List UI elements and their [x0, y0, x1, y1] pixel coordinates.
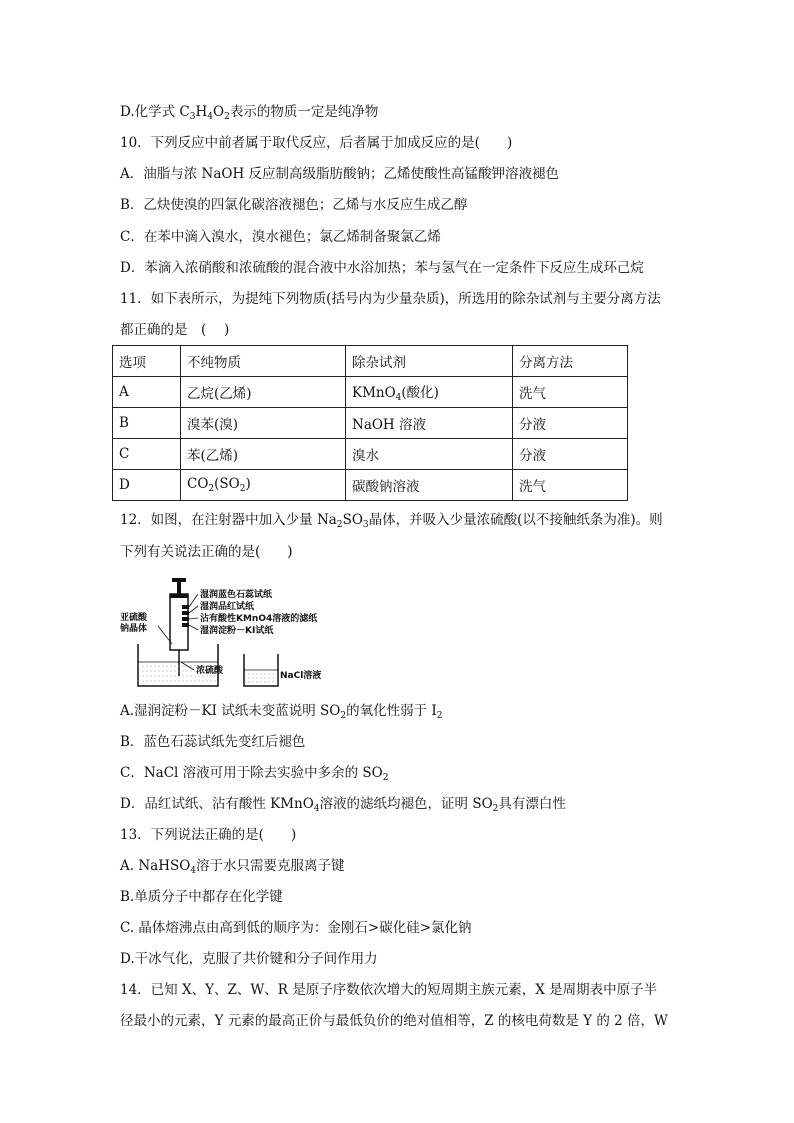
- subscript: 2: [224, 112, 230, 122]
- label-blue-litmus: 湿润蓝色石蕊试纸: [200, 590, 273, 600]
- subscript: 4: [190, 866, 197, 876]
- q13-option-d: D.干冰气化，克服了共价键和分子间作用力: [120, 951, 378, 967]
- table-header-row: [113, 346, 628, 377]
- plunger-rod: [177, 581, 181, 595]
- subscript: 3: [362, 520, 369, 530]
- subscript: 2: [336, 520, 343, 530]
- table-cell: [346, 377, 513, 408]
- q12-option-d: [120, 794, 566, 819]
- subscript: 3: [189, 112, 196, 122]
- formula: KMnO$_4$(酸化): [352, 385, 439, 403]
- subscript: 2: [436, 711, 443, 721]
- text: A.湿润淀粉－KI 试纸未变蓝说明 SO: [120, 703, 341, 719]
- label-crystal-1: 亚硫酸: [120, 613, 148, 623]
- table-row: [113, 439, 628, 470]
- subscript: 4: [395, 393, 402, 403]
- text: D.化学式 C: [120, 104, 190, 120]
- text: A. NaHSO: [120, 858, 191, 874]
- table-cell: D: [113, 470, 181, 501]
- text: 溶于水只需要克服离子键: [196, 858, 345, 874]
- text: D．品红试纸、沾有酸性 KMnO: [120, 796, 314, 812]
- q12-option-c: [120, 763, 388, 788]
- table-cell: B: [113, 408, 181, 439]
- q9-option-d: [120, 102, 378, 127]
- table-row: [113, 377, 628, 408]
- q11-stem-2: 都正确的是 ( ): [120, 322, 230, 338]
- table-cell: 分液: [513, 408, 628, 439]
- subscript: 4: [207, 112, 214, 122]
- subscript: 2: [382, 773, 389, 783]
- paper-strip: [182, 623, 189, 627]
- paper-strip: [182, 611, 189, 615]
- table-cell: 苯(乙烯): [181, 439, 346, 470]
- formula: $CO_2(SO_2)$: [187, 476, 251, 494]
- q12-option-b: B．蓝色石蕊试纸先变红后褪色: [120, 734, 306, 750]
- subscript: 2: [208, 484, 215, 494]
- text: O: [213, 104, 225, 120]
- subscript: 2: [492, 804, 499, 814]
- q13-option-a: [120, 856, 345, 881]
- q10-option-d: D．苯滴入浓硝酸和浓硫酸的混合液中水浴加热；苯与氢气在一定条件下反应生成环己烷: [120, 260, 644, 276]
- table-cell: C: [113, 439, 181, 470]
- text: 表示的物质一定是纯净物: [229, 104, 379, 120]
- table-header-cell: 除杂试剂: [346, 346, 513, 377]
- label-nacl: NaCl溶液: [280, 671, 322, 681]
- q11-table: [112, 345, 628, 501]
- barrel-top: [170, 594, 188, 598]
- q10-option-c: C．在苯中滴入溴水，溴水褪色；氯乙烯制备聚氯乙烯: [120, 229, 441, 245]
- leader-line: [189, 606, 198, 613]
- q10-stem: 10．下列反应中前者属于取代反应，后者属于加成反应的是( ): [120, 135, 513, 151]
- q12-stem-1: [120, 510, 663, 535]
- text: 具有漂白性: [498, 796, 566, 812]
- leader-line: [189, 594, 198, 607]
- table-header-cell: 选项: [113, 346, 181, 377]
- table-row: [113, 408, 628, 439]
- paper-strip: [182, 605, 189, 609]
- table-cell: 洗气: [513, 377, 628, 408]
- syringe-barrel: [170, 594, 188, 650]
- text: C．NaCl 溶液可用于除去实验中多余的 SO: [120, 765, 383, 781]
- q14-stem-1: 14．已知 X、Y、Z、W、R 是原子序数依次增大的短周期主族元素，X 是周期表中原子半: [120, 982, 658, 998]
- experiment-apparatus-figure: [118, 574, 328, 689]
- text: SO: [342, 512, 363, 528]
- table-header-cell: 分离方法: [513, 346, 628, 377]
- text: 溶液的滤纸均褪色，证明 SO: [319, 796, 493, 812]
- table-cell: 乙烷(乙烯): [181, 377, 346, 408]
- q12-option-a: [120, 701, 442, 726]
- subscript: 2: [239, 484, 246, 494]
- text: 晶体，并吸入少量浓硫酸(以不接触纸条为准)。则: [368, 512, 663, 528]
- table-cell: 碳酸钠溶液: [346, 470, 513, 501]
- table-header-cell: 不纯物质: [181, 346, 346, 377]
- q10-option-b: B．乙炔使溴的四氯化碳溶液褪色；乙烯与水反应生成乙醇: [120, 197, 468, 213]
- label-acid: 浓硫酸: [196, 666, 224, 676]
- label-ki-paper: 湿润淀粉－KI试纸: [200, 626, 274, 636]
- subscript: 2: [340, 711, 347, 721]
- table-cell: NaOH 溶液: [346, 408, 513, 439]
- q10-option-a: A．油脂与浓 NaOH 反应制高级脂肪酸钠；乙烯使酸性高锰酸钾溶液褪色: [120, 166, 560, 182]
- text: H: [195, 104, 208, 120]
- paper-strip: [182, 617, 189, 621]
- q13-option-c: C. 晶体熔沸点由高到低的顺序为：金刚石>碳化硅>氯化钠: [120, 920, 472, 936]
- text: 的氧化性弱于 I: [346, 703, 437, 719]
- q13-option-b: B.单质分子中都存在化学键: [120, 889, 283, 905]
- table-cell: [181, 470, 346, 501]
- text: 12．如图，在注射器中加入少量 Na: [120, 512, 337, 528]
- table-cell: 溴苯(溴): [181, 408, 346, 439]
- table-row: [113, 470, 628, 501]
- table-cell: 分液: [513, 439, 628, 470]
- table-cell: 溴水: [346, 439, 513, 470]
- q11-stem-1: 11．如下表所示，为提纯下列物质(括号内为少量杂质)，所选用的除杂试剂与主要分离方法: [120, 291, 661, 307]
- q13-stem: 13．下列说法正确的是( ): [120, 827, 297, 843]
- label-crystal-2: 钠晶体: [120, 624, 148, 634]
- q12-stem-2: 下列有关说法正确的是( ): [120, 544, 293, 560]
- leader-line: [189, 625, 198, 630]
- q14-stem-2: 径最小的元素，Y 元素的最高正价与最低负价的绝对值相等，Z 的核电荷数是 Y 的 2 倍，W: [120, 1013, 668, 1029]
- label-kmno4-paper: 沾有酸性KMnO4溶液的滤纸: [200, 614, 318, 624]
- table-cell: A: [113, 377, 181, 408]
- leader-line: [189, 618, 198, 619]
- table-cell: 洗气: [513, 470, 628, 501]
- subscript: 4: [313, 804, 320, 814]
- label-magenta-paper: 湿润品红试纸: [200, 602, 255, 612]
